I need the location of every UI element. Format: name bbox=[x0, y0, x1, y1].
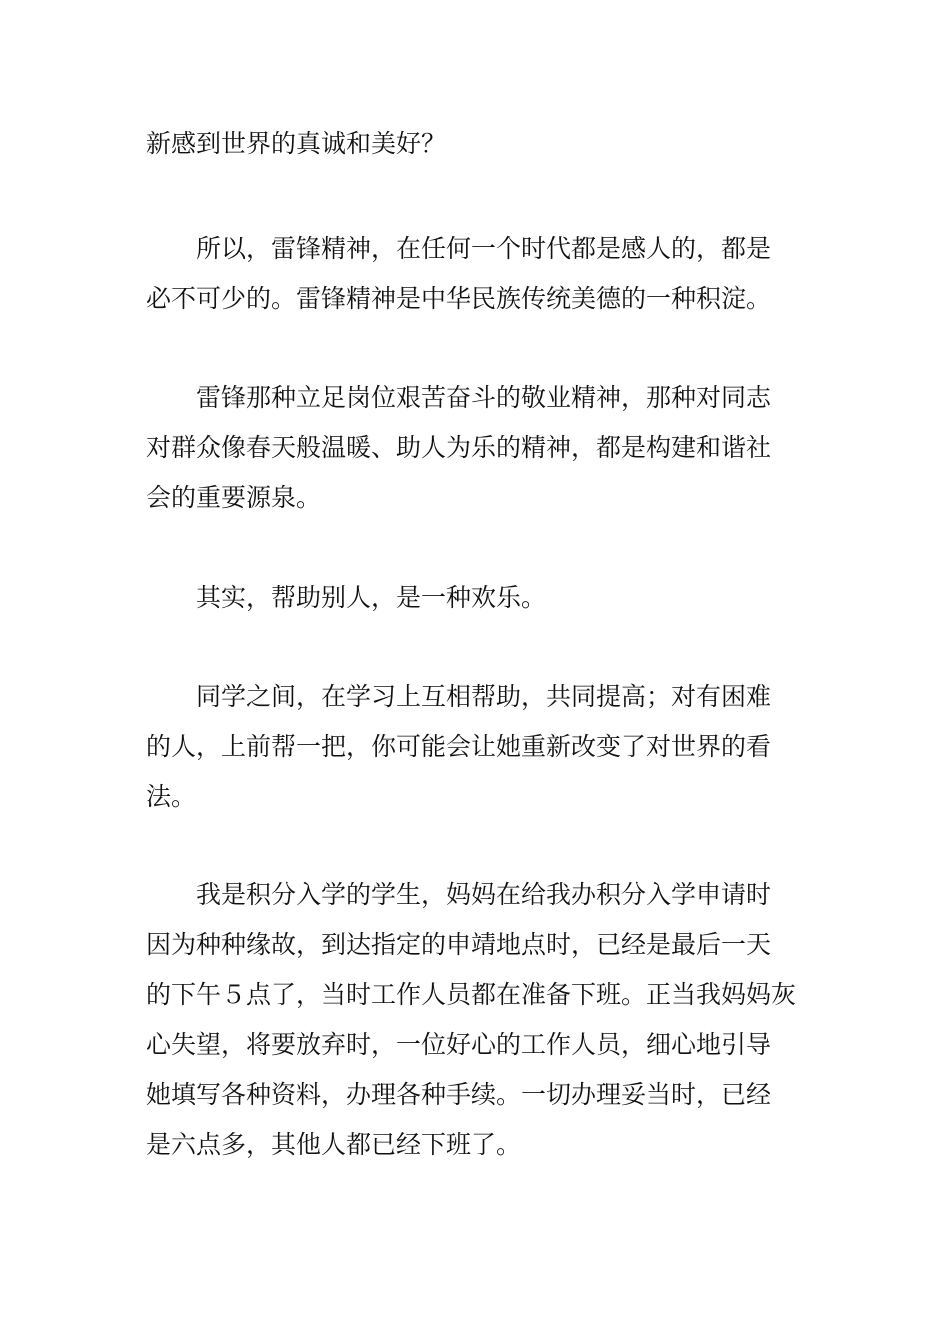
text-line: 法。 bbox=[146, 782, 197, 811]
text-line: 是六点多，其他人都已经下班了。 bbox=[146, 1130, 522, 1159]
text-line: 会的重要源泉。 bbox=[146, 483, 322, 512]
paragraph-helping-joy bbox=[146, 573, 806, 623]
paragraph-classmates bbox=[146, 672, 806, 822]
text-line: 雷锋那种立足岗位艰苦奋斗的敬业精神，那种对同志 bbox=[146, 383, 772, 412]
paragraph-dedication bbox=[146, 373, 806, 523]
text-line: 的人，上前帮一把，你可能会让她重新改变了对世界的看 bbox=[146, 732, 772, 761]
text-line: 因为种种缘故，到达指定的申靖地点时，已经是最后一天 bbox=[146, 930, 772, 959]
text-line: 她填写各种资料，办理各种手续。一切办理妥当时，已经 bbox=[146, 1080, 772, 1109]
text-line: 所以，雷锋精神，在任何一个时代都是感人的，都是 bbox=[146, 234, 772, 263]
text-line: 对群众像春天般温暖、助人为乐的精神，都是构建和谐社 bbox=[146, 433, 772, 462]
text-line: 的下午５点了，当时工作人员都在准备下班。正当我妈妈灰 bbox=[146, 980, 797, 1009]
paragraph-continuation bbox=[146, 119, 806, 169]
text-line: 心失望，将要放弃时，一位好心的工作人员，细心地引导 bbox=[146, 1030, 772, 1059]
text-line: 我是积分入学的学生，妈妈在给我办积分入学申请时 bbox=[146, 880, 772, 909]
text-line: 新感到世界的真诚和美好？ bbox=[146, 129, 447, 158]
paragraph-leifeng-spirit bbox=[146, 224, 806, 324]
text-line: 必不可少的。雷锋精神是中华民族传统美德的一种积淀。 bbox=[146, 284, 772, 313]
paragraph-personal-story bbox=[146, 870, 806, 1170]
text-line: 其实，帮助别人，是一种欢乐。 bbox=[146, 583, 547, 612]
text-line: 同学之间，在学习上互相帮助，共同提高；对有困难 bbox=[146, 682, 772, 711]
